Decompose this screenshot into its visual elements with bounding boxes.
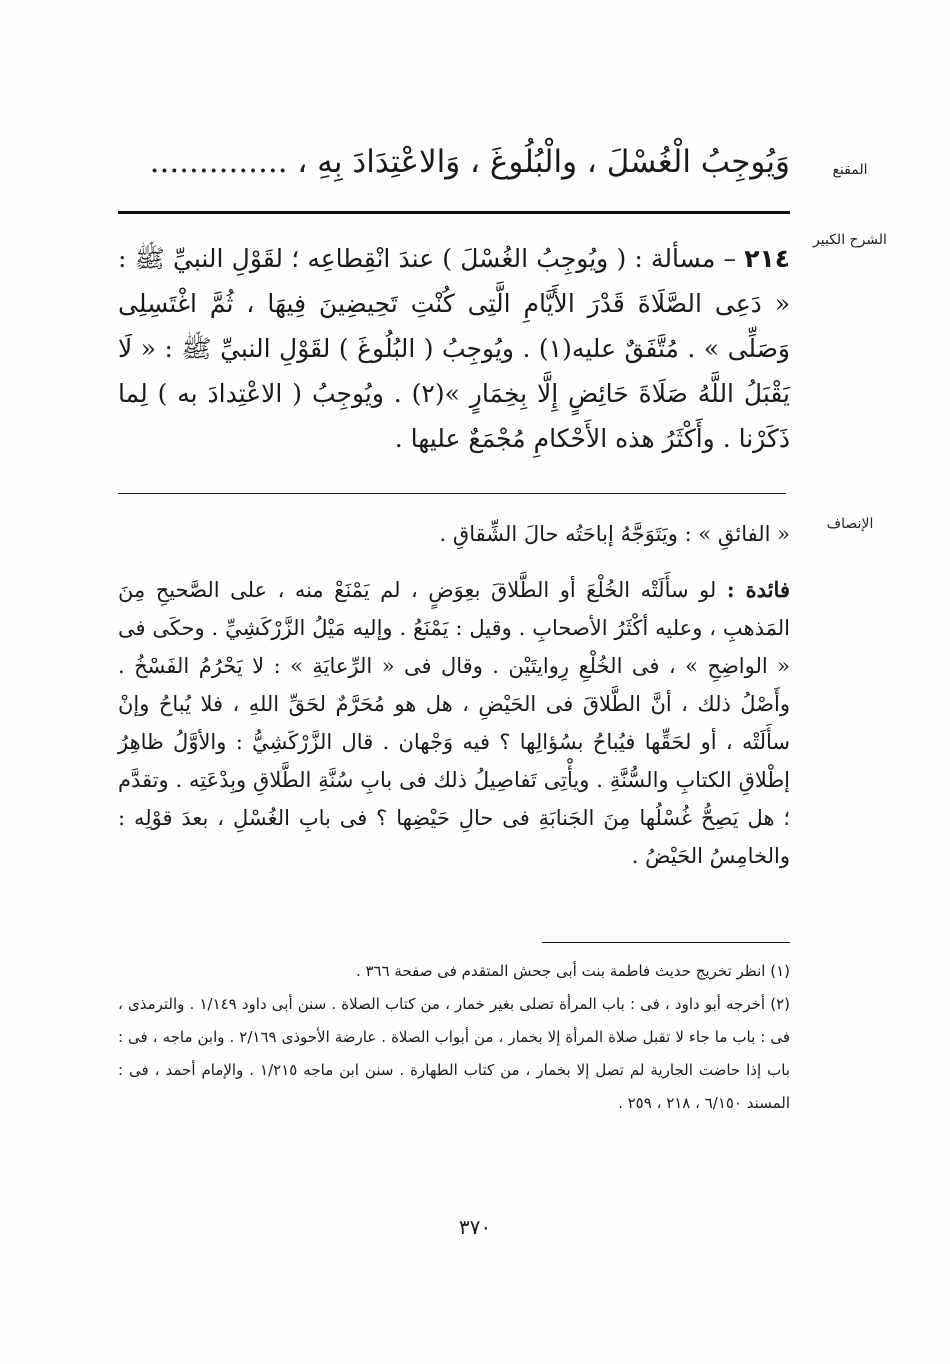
label-sharh: الشرح الكبير	[813, 232, 887, 248]
sharh-section	[118, 236, 790, 461]
page-number: ٣٧٠	[458, 1215, 492, 1239]
insaf-paragraph-2-text: لو سأَلَتْه الخُلْعَ أو الطَّلاقَ بعِوَضٍ ، لم يَمْنَعْ منه ، على الصَّحيحِ مِنَ المَذهبِ ، وعليه أكْثَرُ الأصحابِ . وقيل : يَمْنَعُ . وإليه مَيْلُ الزَّرْكَشِيِّ . وحكَى فى « الواضِحِ » ، فى الخُلْعِ رِوايتَيْن . وقال فى « الرِّعايَةِ » : لا يَحْرُمُ الفَسْخُ . وأَصْلُ ذلك ، أنَّ الطَّلاقَ فى الحَيْضِ ، هل هو مُحَرَّمٌ لحَقِّ اللهِ ، فلا يُباحُ وإنْ سأَلَتْه ، أو لحَقِّها فيُباحُ بسُؤالِها ؟ فيه وَجْهان . قال الزَّرْكَشِيُّ : والأوَّلُ ظاهِرُ إطْلاقِ الكتابِ والسُّنَّةِ . ويأْتِى تَفاصِيلُ ذلك فى بابِ سُنَّةِ الطَّلاقِ وبِدْعَتِه . وتقدَّم ؛ هل يَصِحُّ غُسْلُها مِنَ الجَنابَةِ فى حالِ حَيْضِها ؟ فى بابِ الغُسْلِ ، بعدَ قوْلِه : والخامِسُ الحَيْضُ .	[118, 578, 790, 868]
footnote-rule	[542, 942, 790, 943]
issue-number: ٢١٤	[744, 244, 791, 273]
footnotes	[118, 955, 790, 1120]
insaf-paragraph-2	[118, 571, 790, 875]
footnote-1: (١) انظر تخريج حديث فاطمة بنت أبى جحش المتقدم فى صفحة ٣٦٦ .	[355, 962, 790, 980]
footnote-2: (٢) أخرجه أبو داود ، فى : باب المرأة تصلى بغير خمار ، من كتاب الصلاة . سنن أبى داود ١/١٤٩ . والترمذى ، فى : باب ما جاء لا تقبل صلاة المرأة إلا بخمار ، من أبواب الصلاة . عارضة الأحوذى ٢/١٦٩ . وابن ماجه ، فى : باب إذا حاضت الجارية لم تصل إلا بخمار ، من كتاب الطهارة . سنن ابن ماجه ١/٢١٥ . والإمام أحمد ، فى : المسند ٦/١٥٠ ، ٢١٨ ، ٢٥٩ .	[118, 995, 790, 1112]
label-insaf: الإنصاف	[826, 516, 874, 532]
insaf-paragraph-1: « الفائقِ » : ويَتَوَجَّهُ إباحَتُه حالَ الشِّقاقِ .	[439, 522, 790, 546]
middle-rule	[118, 493, 786, 494]
faida-label: فائدة :	[726, 577, 790, 602]
top-rule	[118, 211, 790, 214]
label-muqni: المقنع	[832, 162, 868, 178]
insaf-section	[118, 515, 790, 875]
muqni-text: وَيُوجِبُ الْغُسْلَ ، والْبُلُوغَ ، وَالاعْتِدَادَ بِهِ ، ..............	[149, 144, 790, 180]
sharh-text: – مسألة : ( ويُوجِبُ الغُسْلَ ) عندَ انْقِطاعِه ؛ لقَوْلِ النبيِّ ﷺ : « دَعِى الصَّلَاةَ قَدْرَ الأَيَّامِ الَّتِى كُنْتِ تَحِيضِينَ فِيهَا ، ثُمَّ اغْتَسِلِى وَصَلِّى » . مُتَّفَقٌ عليه(١) . ويُوجِبُ ( البُلُوغَ ) لقَوْلِ النبيِّ ﷺ : « لَا يَقْبَلُ اللَّهُ صَلَاةَ حَائِضٍ إِلَّا بِخِمَارٍ »(٢) . ويُوجِبُ ( الاعْتِدادَ به ) لِما ذَكَرْنا . وأَكْثَرُ هذه الأَحْكامِ مُجْمَعٌ عليها .	[118, 244, 790, 453]
